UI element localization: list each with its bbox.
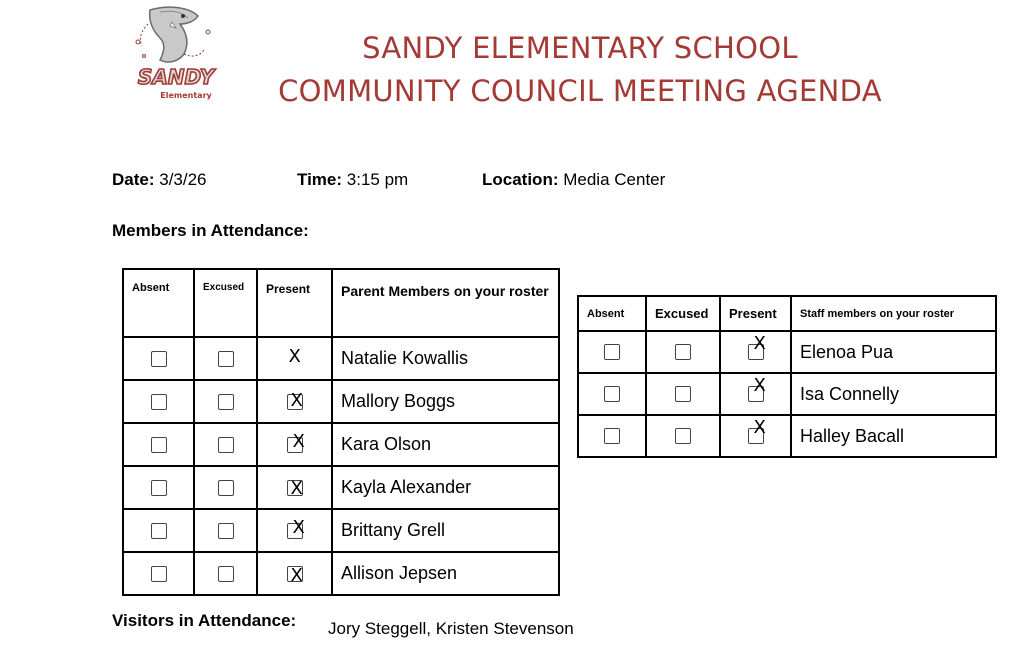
visitors-list: Jory Steggell, Kristen Stevenson <box>328 619 574 638</box>
agenda-title: COMMUNITY COUNCIL MEETING AGENDA <box>278 74 882 108</box>
absent-checkbox[interactable] <box>151 566 167 582</box>
member-name: Allison Jepsen <box>332 552 559 595</box>
meeting-location: Location: Media Center <box>482 170 666 189</box>
present-mark: X <box>292 430 305 452</box>
member-name: Brittany Grell <box>332 509 559 552</box>
present-mark: X <box>290 564 303 586</box>
table-row <box>578 331 996 373</box>
shark-mascot-icon <box>120 2 232 102</box>
present-mark: X <box>753 417 766 438</box>
excused-checkbox[interactable] <box>218 566 234 582</box>
present-mark: X <box>290 389 303 411</box>
svg-text:Elementary: Elementary <box>160 91 212 100</box>
visitors-in-attendance-label: Visitors in Attendance: <box>112 611 297 630</box>
parent-attendance-table <box>122 268 560 596</box>
excused-header: Excused <box>646 296 720 331</box>
svg-text:SANDY: SANDY <box>137 65 215 89</box>
staff-table-header <box>578 296 996 331</box>
absent-checkbox[interactable] <box>604 344 620 360</box>
staff-members-header: Staff members on your roster <box>791 296 996 331</box>
table-row <box>123 423 559 466</box>
absent-checkbox[interactable] <box>151 351 167 367</box>
table-row <box>123 380 559 423</box>
member-name: Mallory Boggs <box>332 380 559 423</box>
table-row <box>123 509 559 552</box>
excused-checkbox[interactable] <box>218 480 234 496</box>
absent-checkbox[interactable] <box>151 437 167 453</box>
member-name: Natalie Kowallis <box>332 337 559 380</box>
meeting-date: Date: 3/3/26 <box>112 170 207 189</box>
meeting-time: Time: 3:15 pm <box>297 170 409 189</box>
table-row <box>123 337 559 380</box>
school-name-title: SANDY ELEMENTARY SCHOOL <box>362 31 798 65</box>
parent-table-header <box>123 269 559 337</box>
table-row <box>578 415 996 457</box>
absent-checkbox[interactable] <box>604 386 620 402</box>
table-row <box>123 552 559 595</box>
present-mark: X <box>753 375 766 396</box>
present-mark: X <box>753 333 766 354</box>
present-mark: X <box>292 516 305 538</box>
member-name: Kayla Alexander <box>332 466 559 509</box>
present-mark[interactable]: X <box>288 345 301 367</box>
excused-checkbox[interactable] <box>218 394 234 410</box>
absent-checkbox[interactable] <box>151 480 167 496</box>
member-name: Halley Bacall <box>791 415 996 457</box>
excused-checkbox[interactable] <box>675 386 691 402</box>
table-row <box>578 373 996 415</box>
absent-checkbox[interactable] <box>151 394 167 410</box>
members-in-attendance-label: Members in Attendance: <box>112 221 309 240</box>
present-mark: X <box>290 477 303 499</box>
member-name: Elenoa Pua <box>791 331 996 373</box>
member-name: Kara Olson <box>332 423 559 466</box>
excused-checkbox[interactable] <box>675 344 691 360</box>
staff-attendance-table <box>577 295 997 458</box>
table-row <box>123 466 559 509</box>
present-header: Present <box>720 296 791 331</box>
absent-header: Absent <box>123 269 194 337</box>
excused-checkbox[interactable] <box>218 437 234 453</box>
absent-checkbox[interactable] <box>151 523 167 539</box>
present-header: Present <box>257 269 332 337</box>
parent-members-header: Parent Members on your roster <box>332 269 559 337</box>
excused-checkbox[interactable] <box>675 428 691 444</box>
excused-checkbox[interactable] <box>218 351 234 367</box>
excused-header: Excused <box>194 269 257 337</box>
absent-header: Absent <box>578 296 646 331</box>
absent-checkbox[interactable] <box>604 428 620 444</box>
school-logo <box>120 2 232 102</box>
excused-checkbox[interactable] <box>218 523 234 539</box>
member-name: Isa Connelly <box>791 373 996 415</box>
